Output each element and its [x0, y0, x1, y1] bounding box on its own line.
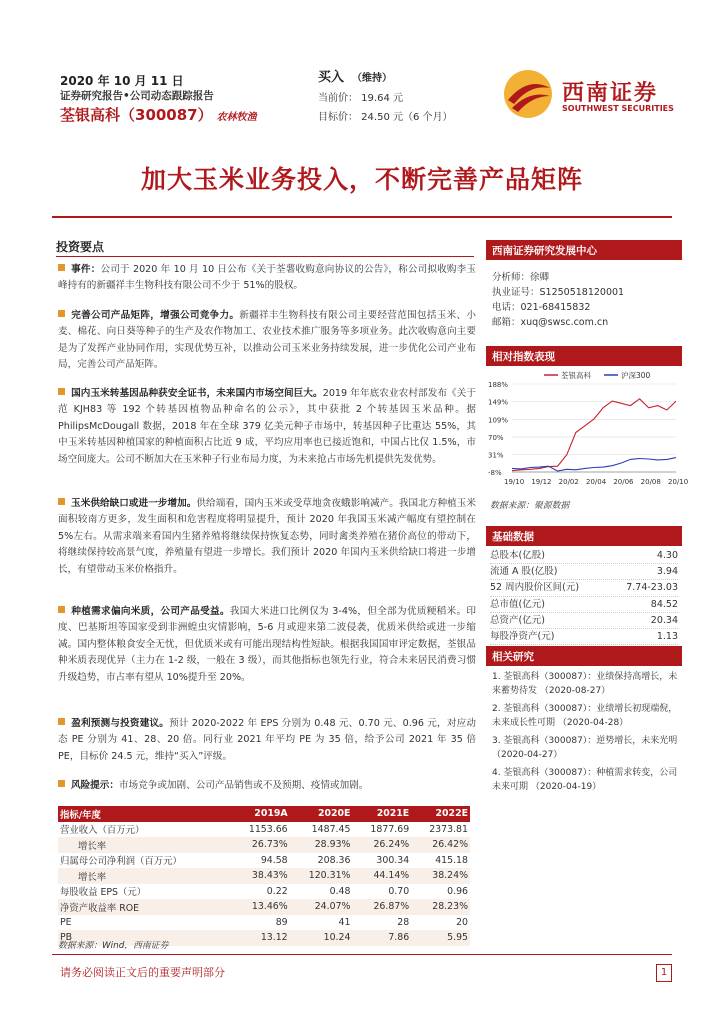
table-header: 2020E: [290, 806, 353, 822]
logo-text: 西南证券: [562, 81, 659, 106]
related-research-item[interactable]: 3. 荃银高科（300087）：逆势增长，未来光明 （2020-04-27）: [492, 736, 678, 760]
basic-data-key: 52 周内股价区间(元): [490, 582, 580, 594]
x-tick-label: 20/10: [668, 478, 689, 486]
paragraph-portfolio: 完善公司产品矩阵，增强公司竞争力。新疆祥丰生物科技有限公司主要经营范围包括玉米、小麦、棉花、向日葵等种子的生产及农作物加工、农业技术推广服务等多项业务。此次收购意向主要是为了发挥产业协同作用，实现优势互补，以推动公司玉米业务持续发展，进一步优化公司产业布局，完善公司产品矩阵。: [58, 310, 477, 371]
research-center-heading: 西南证券研究发展中心: [486, 240, 682, 260]
basic-data-row: [490, 580, 678, 596]
y-tick-label: 70%: [488, 433, 504, 442]
chart-source: 数据来源：聚源数据: [490, 501, 570, 511]
table-cell: 1877.69: [370, 823, 410, 835]
table-row: [58, 884, 470, 900]
related-research-item[interactable]: 4. 荃银高科（300087）：种植需求转变，公司未来可期 （2020-04-19）: [492, 768, 678, 792]
table-header: 2022E: [411, 806, 470, 822]
table-row-label: PB: [58, 930, 231, 946]
index-box: [486, 346, 682, 366]
table-row: [58, 868, 470, 884]
table-cell: 0.22: [266, 885, 288, 897]
table-cell: 13.46%: [231, 899, 290, 915]
x-tick-label: 19/12: [531, 478, 552, 486]
bullet-icon: [58, 498, 65, 505]
table-header-row: [58, 806, 470, 822]
basic-data-row: [490, 613, 678, 629]
basic-data-key: 总股本(亿股): [490, 550, 545, 561]
table-cell: 24.07%: [290, 899, 353, 915]
paragraph-supply: 玉米供给缺口或进一步增加。供给端看，国内玉米或受草地贪夜蛾影响减产。我国北方种植玉米面积较南方更多，发生面积和危害程度将明显提升，预计 2020 年我国玉米减产幅度有望控制在 5%左右。从需求端来看国内生猪养殖将继续保持恢复态势，同时禽类养殖在猪价高位的带动下，将继续保持较高景气度，养殖量有望进一步增长。我们预计 2020 年国内玉米供给缺口将进一步增长，有望带动玉米价格指升。: [58, 498, 476, 575]
table-cell: 1153.66: [248, 823, 288, 835]
table-row: [58, 915, 470, 931]
table-cell: 94.58: [260, 854, 288, 866]
table-row-label: 增长率: [58, 868, 231, 884]
table-row: [58, 837, 470, 853]
financial-table: [58, 806, 470, 946]
related-research-box: [486, 646, 682, 798]
basic-data-row: [490, 597, 678, 613]
table-cell: 0.70: [388, 885, 410, 897]
divider: [56, 256, 474, 257]
table-cell: 28.23%: [411, 899, 470, 915]
basic-data-value: 7.74-23.03: [626, 582, 678, 594]
y-tick-label: 149%: [488, 398, 509, 407]
analyst-phone: 电话：021-68415832: [492, 302, 591, 313]
table-cell: 300.34: [376, 854, 410, 866]
table-row-label: 净资产收益率 ROE: [58, 899, 231, 915]
x-tick-label: 20/06: [613, 478, 634, 486]
table-cell: 28: [397, 916, 410, 928]
table-cell: 120.31%: [290, 868, 353, 884]
table-header: 指标/年度: [58, 806, 231, 822]
bullet-icon: [58, 310, 65, 317]
table-cell: 0.48: [329, 885, 351, 897]
table-row-label: 每股收益 EPS（元）: [60, 887, 147, 899]
x-tick-label: 20/02: [558, 478, 579, 486]
table-row: [58, 822, 470, 838]
logo-icon: [500, 66, 556, 122]
page-title: 加大玉米业务投入，不断完善产品矩阵: [140, 165, 583, 194]
legend-label: 荃银高科: [561, 371, 591, 380]
table-cell: 38.24%: [411, 868, 470, 884]
basic-data-row: [490, 564, 678, 580]
table-row-label: 营业收入（百万元）: [60, 825, 145, 837]
analyst-box: [486, 240, 682, 330]
x-tick-label: 20/04: [586, 478, 607, 486]
basic-data-box: [486, 526, 682, 645]
table-cell: 26.24%: [352, 837, 411, 853]
y-tick-label: 31%: [488, 451, 504, 460]
report-type: 证券研究报告•公司动态跟踪报告: [60, 90, 214, 102]
divider: [52, 954, 672, 955]
relative-index-chart: [486, 368, 689, 490]
table-row-label: 归属母公司净利润（百万元）: [60, 856, 182, 868]
related-research-heading: 相关研究: [486, 646, 682, 666]
bullet-icon: [58, 606, 65, 613]
paragraph-event: 事件：公司于 2020 年 10 月 10 日公布《关于荃薯收购意向协议的公告》，称公司拟收购李玉峰持有的新疆祥丰生物科技有限公司不少于 51%的股权。: [58, 264, 477, 292]
table-cell: 26.42%: [411, 837, 470, 853]
related-research-list: [486, 666, 682, 794]
section-heading: 投资要点: [56, 240, 105, 254]
table-cell: 2373.81: [429, 823, 468, 835]
basic-data-row: [490, 548, 678, 564]
table-cell: 7.86: [352, 930, 411, 946]
basic-data-value: 20.34: [650, 614, 678, 626]
basic-data-value: 1.13: [656, 631, 678, 643]
table-cell: 13.12: [231, 930, 290, 946]
analyst-name: 分析师：徐卿: [492, 272, 550, 283]
company-label: 荃银高科（300087）: [60, 106, 213, 124]
paragraph-gmo: 国内玉米转基因品种获安全证书，未来国内市场空间巨大。2019 年年底农业农村部发布《关于范 KJH83 等 192 个转基因植物品种命名的公示》，其中获批 2 个转基因玉米品种。据 PhilipsMcDougall 数据，2018 年在全球 379 亿美元种子市场中，转基因种子比重达 55%，其中玉米转基因种植国家的种植面积占比近 9 成，平均应用率也已接近饱和，中国占比仅 1.5%，市场空间庞大。公司不断加大在玉米种子行业布局力度，为未来抢占市场先机提供先发优势。: [58, 388, 476, 465]
basic-data-heading: 基础数据: [486, 526, 682, 546]
basic-data-key: 总资产(亿元): [490, 614, 545, 626]
table-cell: 28.93%: [290, 837, 353, 853]
table-cell: 26.87%: [352, 899, 411, 915]
series-line: [512, 399, 676, 471]
table-row-label: PE: [60, 916, 72, 928]
logo-subtext: SOUTHWEST SECURITIES: [562, 104, 674, 113]
divider: [52, 216, 672, 218]
y-tick-label: 188%: [488, 381, 509, 389]
basic-data-list: [486, 546, 682, 645]
basic-data-value: 84.52: [650, 598, 678, 610]
y-tick-label: -8%: [488, 469, 502, 477]
paragraph-forecast: 盈利预测与投资建议。预计 2020-2022 年 EPS 分别为 0.48 元、0.70 元、0.96 元，对应动态 PE 分别为 41、28、20 倍。同行业 2021 年平均 PE 为 35 倍，给予公司 2021 年 35 倍 PE，目标价 24.5 元，维持“买入”评级。: [58, 718, 477, 762]
basic-data-value: 3.94: [656, 566, 678, 578]
table-header: 2021E: [352, 806, 411, 822]
table-row-label: 增长率: [58, 837, 231, 853]
analyst-email[interactable]: 邮箱：xuq@swsc.com.cn: [492, 317, 609, 328]
table-cell: 89: [275, 916, 288, 928]
table-row: [58, 853, 470, 869]
rating: [318, 66, 392, 85]
current-price: 当前价： 19.64 元: [318, 93, 403, 104]
table-cell: 0.96: [447, 885, 468, 897]
table-cell: 20: [456, 916, 468, 928]
table-cell: 41: [338, 916, 351, 928]
table-cell: 5.95: [411, 930, 470, 946]
legend-label: 沪深300: [621, 371, 651, 380]
table-cell: 44.14%: [352, 868, 411, 884]
y-tick-label: 109%: [488, 416, 509, 425]
footer-disclaimer: 请务必阅读正文后的重要声明部分: [60, 966, 225, 979]
rating-note: （维持）: [352, 73, 393, 84]
related-research-item[interactable]: 1. 荃银高科（300087）：业绩保持高增长，未来蓄势待发 （2020-08-27）: [492, 672, 678, 696]
related-research-item[interactable]: 2. 荃银高科（300087）：业绩增长初现端倪，未来成长性可期 （2020-04-28）: [492, 704, 678, 728]
table-cell: 208.36: [317, 854, 351, 866]
table-cell: 1487.45: [311, 823, 351, 835]
table-cell: 415.18: [435, 854, 468, 866]
basic-data-key: 总市值(亿元): [490, 598, 545, 610]
basic-data-value: 4.30: [656, 550, 678, 561]
table-cell: 26.73%: [231, 837, 290, 853]
rating-label: 买入: [318, 70, 345, 85]
paragraph-risk: 风险提示：市场竞争或加剧、公司产品销售或不及预期、疫情或加剧。: [58, 778, 476, 794]
x-tick-label: 20/08: [640, 478, 661, 486]
x-tick-label: 19/10: [504, 478, 525, 486]
table-cell: 38.43%: [231, 868, 290, 884]
target-price: 目标价： 24.50 元（6 个月）: [318, 112, 453, 123]
analyst-license: 执业证号：S1250518120001: [492, 287, 625, 298]
basic-data-key: 每股净资产(元): [490, 631, 555, 643]
bullet-icon: [58, 780, 65, 787]
page-number: 1: [656, 964, 672, 982]
table-row: [58, 899, 470, 915]
bullet-icon: [58, 388, 65, 395]
bullet-icon: [58, 718, 65, 725]
report-date: 2020 年 10 月 11 日: [60, 74, 184, 88]
table-source: 数据来源：Wind，西南证券: [58, 941, 169, 951]
industry-label: 农林牧渔: [216, 112, 257, 123]
index-heading: 相对指数表现: [486, 346, 682, 366]
company-name: [60, 104, 257, 125]
basic-data-key: 流通 A 股(亿股): [490, 566, 558, 578]
paragraph-demand: 种植需求偏向米质，公司产品受益。我国大米进口比例仅为 3-4%，但全部为优质粳稻米。印度、巴基斯坦等国家受到非洲蝗虫灾情影响，5-6 月或迎来第二波侵袭，优质米供给或进一步缩减。国内整体粮食安全无忧，但优质米或有可能出现结构性短缺。根据我国国审评定数据，荃银品种米质表现优异（主力在 1-2 级，一般在 3 级），而其他指标也领先行业，符合未来居民消费习惯升级趋势，市占率有望从 10%提升至 20%。: [58, 606, 476, 683]
table-header: 2019A: [231, 806, 290, 822]
table-cell: 10.24: [290, 930, 353, 946]
bullet-icon: [58, 264, 65, 271]
basic-data-row: [490, 629, 678, 645]
